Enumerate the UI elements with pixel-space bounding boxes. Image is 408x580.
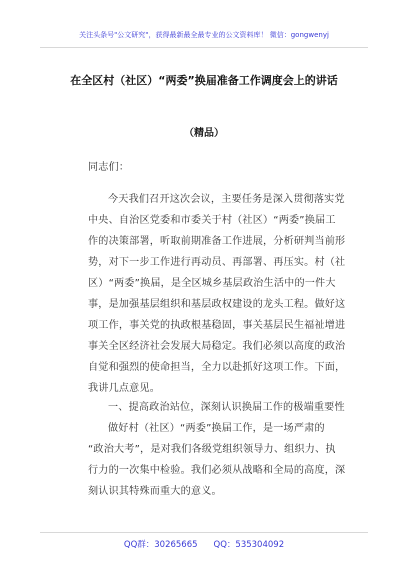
footer-qq: QQ：535304092	[213, 540, 285, 550]
paragraph-line: 事，是加强基层组织和基层政权建设的龙头工程。做好这	[88, 299, 346, 310]
section-1	[88, 397, 353, 502]
salutation: 同志们：	[88, 162, 130, 173]
section-heading: 一、提高政治站位，深刻认识换届工作的极端重要性	[108, 402, 345, 413]
footer-contact	[0, 538, 408, 550]
paragraph-1	[88, 189, 353, 399]
document-subtitle: （精品）	[184, 128, 224, 139]
paragraph-line: 做好村（社区）“两委”换届工作，是一场严肃的	[108, 423, 325, 434]
paragraph-line: 自觉和强烈的使命担当，全力以赴抓好这项工作。下面，	[88, 362, 346, 373]
paragraph-line: 刻认识其特殊而重大的意义。	[88, 486, 222, 497]
footer-divider	[40, 532, 368, 533]
paragraph-line: 势，对下一步工作进行再动员、再部署、再压实。村（社	[88, 257, 346, 268]
header-ad-text: 关注头条号"公文研究"，获得最新最全最专业的公文资料库！ 微信：gongwenyj	[79, 31, 329, 39]
paragraph-line: 区）“两委”换届，是全区城乡基层政治生活中的一件大	[88, 278, 336, 289]
footer-qq-group: QQ群：30265665	[123, 540, 198, 550]
paragraph-line: “政治大考”，是对我们各级党组织领导力、组织力、执	[88, 444, 336, 455]
paragraph-line: 行力的一次集中检验。我们必须从战略和全局的高度，深	[88, 465, 346, 476]
document-title: 在全区村（社区）“两委”换届准备工作调度会上的讲话	[70, 74, 338, 87]
paragraph-line: 事关全区经济社会发展大局稳定。我们必须以高度的政治	[88, 341, 346, 352]
paragraph-line: 今天我们召开这次会议，主要任务是深入贯彻落实党	[108, 194, 345, 205]
paragraph-line: 作的决策部署，听取前期准备工作进展，分析研判当前形	[88, 236, 346, 247]
paragraph-line: 项工作，事关党的执政根基稳固，事关基层民生福祉增进	[88, 320, 346, 331]
paragraph-line: 中央、自治区党委和市委关于村（社区）“两委”换届工	[88, 215, 336, 226]
header-divider	[40, 47, 368, 48]
paragraph-line: 我讲几点意见。	[88, 383, 161, 394]
